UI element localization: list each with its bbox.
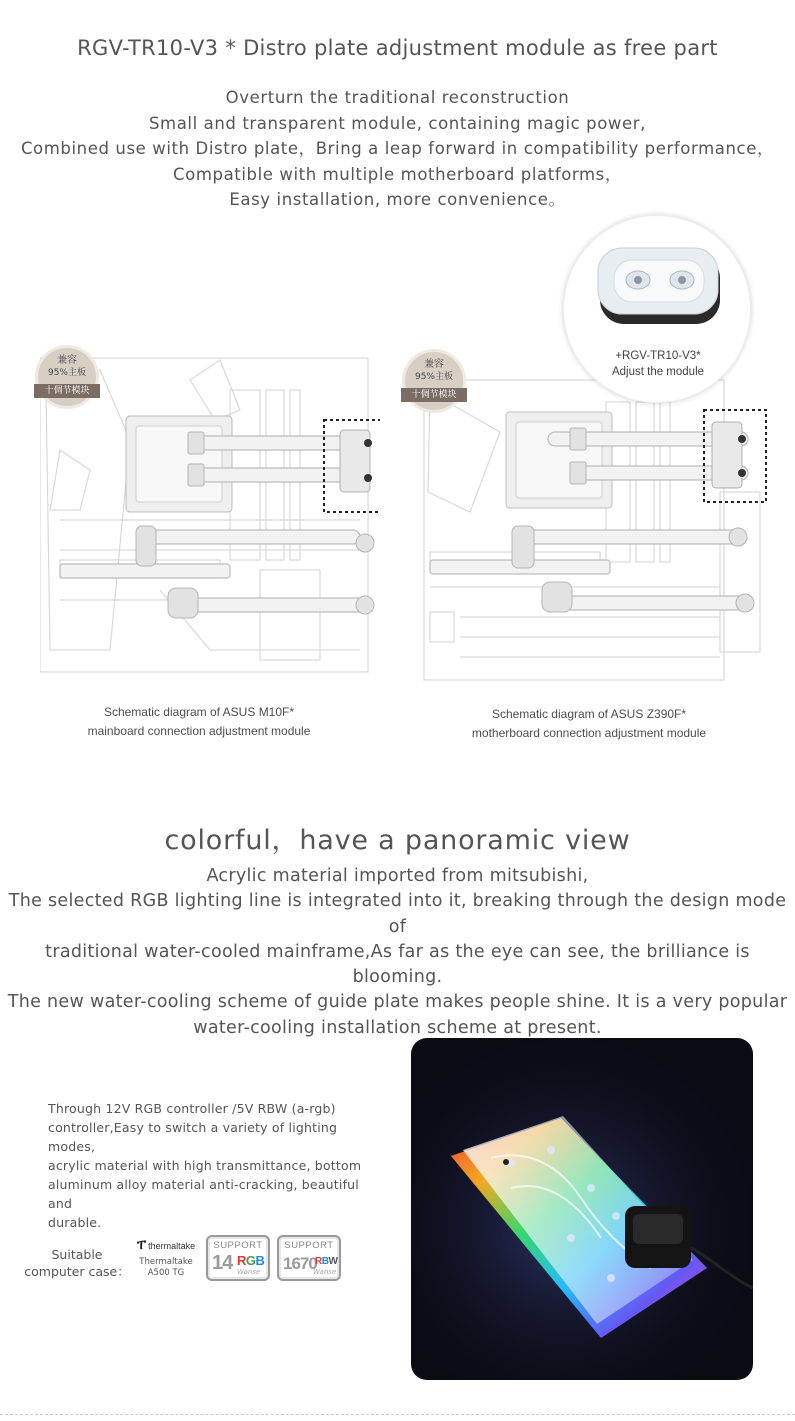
badge-band: 十倜节模块: [34, 384, 100, 398]
badge-band: 十倜节模块: [401, 388, 467, 402]
thermaltake-logo: [127, 1237, 205, 1253]
section-intro-line: water-cooling installation scheme at present.: [193, 1017, 602, 1038]
feature-line: durable.: [48, 1215, 102, 1230]
rgb-distro-plate-image: [411, 1038, 753, 1380]
support-tag-g: G: [245, 1253, 256, 1268]
badge-line: 兼容: [424, 359, 444, 370]
intro-line: Easy installation, more convenience。: [229, 190, 566, 209]
rgb-distro-plate-photo: [411, 1038, 753, 1380]
section-intro-line: traditional water-cooled mainframe,As far as the eye can see, the brilliance is blooming.: [45, 941, 750, 988]
thermaltake-case: [127, 1237, 205, 1279]
intro-line: Combined use with Distro plate，Bring a leap forward in compatibility performance，: [20, 139, 775, 158]
feature-line: Through 12V RGB controller /5V RBW (a-rgb): [48, 1101, 336, 1116]
feature-line: acrylic material with high transmittance, bottom: [48, 1158, 362, 1173]
suitable-label-line: computer case：: [24, 1264, 130, 1279]
bottom-divider: [0, 1414, 795, 1415]
feature-line: controller,Easy to switch a variety of lighting modes,: [48, 1120, 338, 1154]
diagram-caption: [430, 705, 748, 743]
motherboard-diagram-z390f: [420, 372, 780, 687]
caption-line: Schematic diagram of ASUS M10F*: [103, 705, 295, 719]
thermaltake-logo-icon: ፐ: [136, 1237, 147, 1252]
support-tag-w: W: [328, 1256, 338, 1267]
support-rbw-badge: [277, 1235, 341, 1281]
support-tag-b: B: [255, 1253, 265, 1268]
section-intro-line: The selected RGB lighting line is integrated into it, breaking through the design mode of: [8, 891, 787, 937]
support-label: SUPPORT: [213, 1240, 263, 1251]
support-number: 14: [212, 1252, 233, 1274]
support-tag-r: R: [315, 1256, 322, 1267]
callout-line: Adjust the module: [611, 366, 705, 378]
support-tag-r: R: [237, 1253, 246, 1268]
caption-line: motherboard connection adjustment module: [471, 726, 707, 740]
section-intro: [0, 864, 795, 1041]
suitable-case-label: [24, 1246, 130, 1280]
callout-line: +RGV-TR10-V3*: [615, 350, 701, 362]
feature-line: aluminum alloy material anti-cracking, beautiful and: [48, 1177, 359, 1211]
support-rgb-badge: [206, 1235, 270, 1281]
support-sub: Wanse: [313, 1268, 337, 1276]
diagram-caption: [40, 703, 358, 741]
suitable-label-line: Suitable: [51, 1247, 103, 1262]
case-model-line: A500 TG: [147, 1268, 185, 1278]
section-intro-line: Acrylic material imported from mitsubishi,: [206, 866, 589, 886]
support-sub: Wanse: [237, 1268, 261, 1276]
case-model-line: Thermaltake: [139, 1257, 193, 1267]
intro-line: Compatible with multiple motherboard platforms，: [173, 164, 622, 184]
intro-line: Overturn the traditional reconstruction: [225, 88, 570, 107]
support-tag-b: B: [321, 1256, 329, 1267]
intro-line: Small and transparent module, containing magic power,: [148, 113, 647, 133]
support-tag: [315, 1256, 337, 1267]
section-title: colorful，have a panoramic view: [164, 825, 631, 856]
caption-line: mainboard connection adjustment module: [87, 724, 311, 738]
thermaltake-logo-text: thermaltake: [148, 1241, 196, 1251]
support-number: 1670: [283, 1254, 317, 1273]
support-label: SUPPORT: [284, 1240, 334, 1251]
badge-line: 95%主板: [47, 368, 86, 378]
module-zoom-callout: [563, 215, 751, 403]
badge-line: 95%主板: [414, 372, 453, 382]
motherboard-diagram-m10f: [40, 350, 380, 680]
page-title: RGV-TR10-V3 * Distro plate adjustment module as free part: [77, 36, 718, 60]
feature-description: [48, 1099, 373, 1232]
support-tag: [237, 1253, 264, 1268]
adjust-module-image: [564, 216, 752, 346]
intro-text: [0, 85, 795, 213]
compatibility-badge: [402, 349, 466, 413]
section-intro-line: The new water-cooling scheme of guide plate makes people shine. It is a very popular: [7, 992, 788, 1013]
badge-line: 兼容: [57, 355, 77, 366]
caption-line: Schematic diagram of ASUS Z390F*: [491, 707, 687, 721]
compatibility-badge: [35, 345, 99, 409]
